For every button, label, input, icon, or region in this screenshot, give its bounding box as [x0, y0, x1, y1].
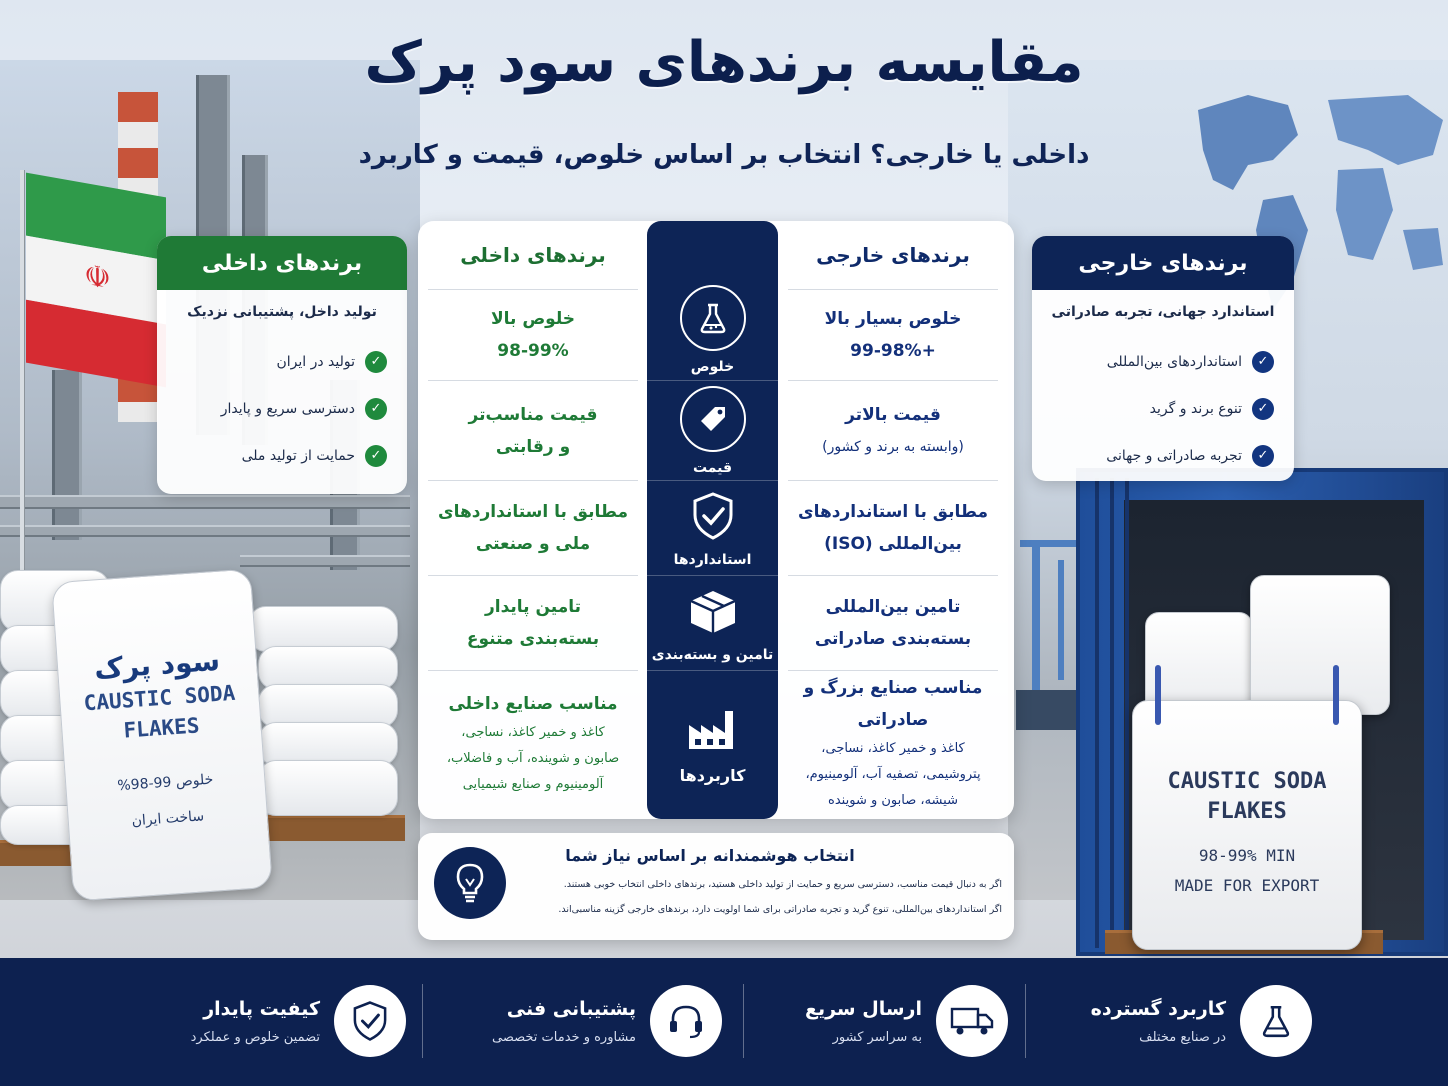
domestic-price-cell: قیمت مناسب‌تر و رقابتی — [468, 404, 598, 457]
footer-feature-fast-delivery — [788, 978, 1008, 1064]
bag-purity: 98-99% MIN — [1198, 846, 1296, 865]
big-bag — [1250, 575, 1390, 715]
foreign-feature-list — [1032, 338, 1294, 479]
flask-icon — [680, 285, 746, 351]
sack-brand: سود پرک — [93, 643, 221, 686]
smart-choice-line: اگر استانداردهای بین‌المللی، تنوع گرید و تجربه صادراتی برای شما اولویت دارد، برندهای خارجی گزینه مناسبی‌اند. — [558, 904, 1002, 915]
domestic-standards-cell: مطابق با استانداردهای ملی و صنعتی — [438, 502, 628, 554]
criterion-supply-packaging — [647, 576, 778, 670]
foreign-price-cell: قیمت بالاتر (وابسته به برند و کشور) — [822, 404, 964, 455]
foreign-standards-cell: مطابق با استانداردهای بین‌المللی (ISO) — [798, 502, 988, 554]
caustic-soda-sack — [51, 568, 273, 901]
check-icon: ✓ — [1252, 351, 1274, 373]
port-crane — [1032, 540, 1040, 690]
container-rib — [1110, 478, 1114, 948]
foreign-supply-cell: تامین بین‌المللی بسته‌بندی صادراتی — [814, 597, 972, 649]
check-icon: ✓ — [365, 351, 387, 373]
footer-feature-desc: تضمین خلوص و عملکرد — [190, 1029, 320, 1045]
refinery-pipe — [0, 525, 410, 537]
list-item: ✓ استانداردهای بین‌المللی — [1032, 338, 1274, 385]
list-item: ✓ تولید در ایران — [157, 338, 387, 385]
refinery-tower — [52, 370, 82, 540]
factory-icon — [685, 698, 741, 758]
shield-check-icon — [334, 985, 406, 1057]
container-rib — [1125, 478, 1129, 948]
domestic-card-heading: برندهای داخلی — [157, 236, 407, 290]
check-icon: ✓ — [1252, 398, 1274, 420]
criterion-applications — [647, 671, 778, 811]
foreign-card-tagline: استاندارد جهانی، تجربه صادراتی — [1051, 304, 1275, 320]
list-item: ✓ تجربه صادراتی و جهانی — [1032, 432, 1274, 479]
list-item: ✓ تنوع برند و گرید — [1032, 385, 1274, 432]
check-icon: ✓ — [365, 445, 387, 467]
criterion-label: قیمت — [692, 459, 733, 476]
footer-feature-title: پشتیبانی فنی — [506, 997, 636, 1020]
domestic-brands-card — [157, 236, 407, 494]
page-title: مقایسه برندهای سود پرک — [364, 30, 1084, 95]
domestic-column-header: برندهای داخلی — [460, 243, 606, 267]
headset-icon — [650, 985, 722, 1057]
sack-purity: خلوص 99-98% — [116, 771, 214, 795]
foreign-brands-card — [1032, 236, 1294, 481]
refinery-pipe — [0, 495, 410, 509]
sack — [258, 760, 398, 816]
criterion-label: خلوص — [690, 359, 735, 375]
domestic-applications-cell: مناسب صنایع داخلی کاغذ و خمیر کاغذ، نساجی، صابون و شوینده، آب و فاضلاب، آلومینیوم و صنایع شیمیایی — [446, 694, 620, 792]
refinery-pipe — [240, 555, 410, 567]
domestic-feature-list — [157, 338, 407, 479]
shield-check-icon — [691, 488, 735, 544]
list-item: ✓ حمایت از تولید ملی — [157, 432, 387, 479]
page-subtitle: داخلی یا خارجی؟ انتخاب بر اساس خلوص، قیمت و کاربرد — [358, 140, 1090, 170]
footer-feature-title: کاربرد گسترده — [1090, 997, 1226, 1020]
sack-origin: ساخت ایران — [131, 808, 205, 830]
foreign-purity-cell: خلوص بسیار بالا 99-98%+ — [824, 309, 962, 361]
footer-feature-desc: مشاوره و خدمات تخصصی — [492, 1029, 636, 1045]
footer-feature-wide-application — [1072, 978, 1312, 1064]
flask-icon — [1240, 985, 1312, 1057]
truck-icon — [936, 985, 1008, 1057]
iran-flag: ☫ — [26, 173, 166, 388]
bag-product-line: FLAKES — [1207, 799, 1287, 824]
bag-note: MADE FOR EXPORT — [1174, 876, 1320, 895]
container-rib — [1095, 478, 1099, 948]
caustic-soda-big-bag — [1132, 700, 1362, 950]
smart-choice-title: انتخاب هوشمندانه بر اساس نیاز شما — [565, 846, 855, 865]
check-icon: ✓ — [365, 398, 387, 420]
sack-product-line: CAUSTIC SODA — [82, 680, 236, 716]
footer-feature-technical-support — [462, 978, 722, 1064]
foreign-column-header: برندهای خارجی — [816, 243, 970, 267]
smart-choice-line: اگر به دنبال قیمت مناسب، دسترسی سریع و حمایت از تولید داخلی هستید، برندهای داخلی انتخاب خوبی هستند. — [563, 879, 1002, 890]
footer-feature-desc: در صنایع مختلف — [1139, 1029, 1226, 1045]
criterion-standards — [647, 481, 778, 575]
foreign-applications-cell: مناسب صنایع بزرگ و صادراتی کاغذ و خمیر کاغذ، نساجی، پتروشیمی، تصفیه آب، آلومینیوم، شیشه، صابون و شوینده — [803, 678, 983, 808]
price-tag-icon — [680, 386, 746, 452]
criterion-label: استانداردها — [673, 552, 752, 568]
criterion-label: کاربردها — [679, 765, 746, 785]
box-icon — [687, 583, 739, 639]
criterion-purity — [647, 280, 778, 380]
bag-product-line: CAUSTIC SODA — [1167, 769, 1327, 794]
domestic-supply-cell: تامین پایدار بسته‌بندی متنوع — [466, 597, 600, 649]
footer-feature-title: ارسال سریع — [805, 997, 922, 1020]
port-crane — [1058, 560, 1064, 680]
criterion-label: تامین و بسته‌بندی — [651, 647, 774, 663]
pallet — [255, 815, 405, 841]
footer-feature-desc: به سراسر کشور — [832, 1029, 922, 1045]
footer-feature-title: کیفیت پایدار — [203, 997, 320, 1020]
domestic-card-tagline: تولید داخل، پشتیبانی نزدیک — [187, 304, 377, 320]
sack-product-line: FLAKES — [122, 713, 201, 743]
list-item: ✓ دسترسی سریع و پایدار — [157, 385, 387, 432]
check-icon: ✓ — [1252, 445, 1274, 467]
criterion-price — [647, 381, 778, 480]
lightbulb-icon — [434, 847, 506, 919]
footer-feature-stable-quality — [166, 978, 406, 1064]
foreign-card-heading: برندهای خارجی — [1032, 236, 1294, 290]
domestic-purity-cell: خلوص بالا 98-99% — [490, 309, 576, 361]
